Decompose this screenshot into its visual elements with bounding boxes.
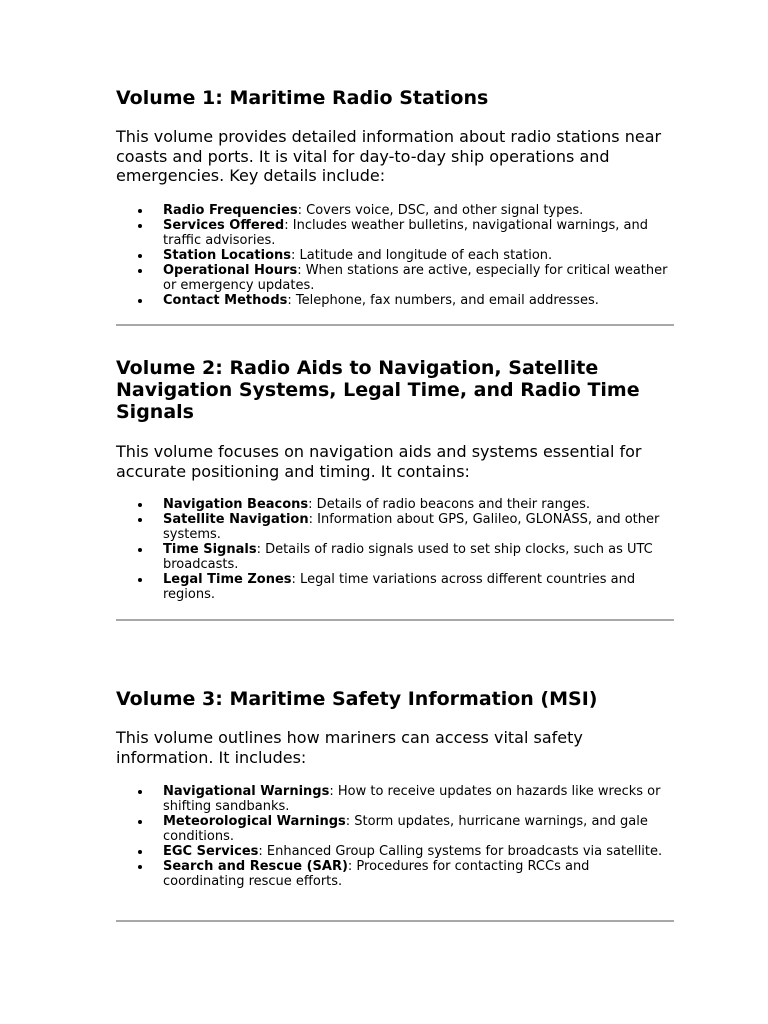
- list-item-term: Radio Frequencies: [163, 203, 298, 218]
- list-item: [116, 497, 674, 512]
- list-item-text: : How to receive updates on hazards like wrecks or shifting sandbanks.: [163, 784, 661, 814]
- list-item: [116, 814, 674, 844]
- list-item: [116, 859, 674, 889]
- list-item: [116, 263, 674, 293]
- list-item-term: Meteorological Warnings: [163, 814, 346, 829]
- section-divider: [116, 619, 674, 621]
- list-item-text: : Includes weather bulletins, navigational warnings, and traffic advisories.: [163, 218, 648, 248]
- list-item-text: : Procedures for contacting RCCs and coordinating rescue efforts.: [163, 859, 590, 889]
- list-item-term: Satellite Navigation: [163, 512, 309, 527]
- list-item-term: Operational Hours: [163, 263, 298, 278]
- list-item-text: : Latitude and longitude of each station.: [291, 248, 553, 263]
- list-item-text: : Storm updates, hurricane warnings, and gale conditions.: [163, 814, 648, 844]
- list-item-term: Contact Methods: [163, 293, 288, 308]
- bullet-list: [116, 784, 674, 889]
- section-title: Volume 3: Maritime Safety Information (MSI): [116, 688, 598, 710]
- list-item-text: : When stations are active, especially for critical weather or emergency updates.: [163, 263, 668, 293]
- list-item: [116, 784, 674, 814]
- section-title: Volume 2: Radio Aids to Navigation, Satellite Navigation Systems, Legal Time, and Radio Time Signals: [116, 357, 640, 423]
- list-item-text: : Covers voice, DSC, and other signal types.: [297, 203, 584, 218]
- list-item: [116, 844, 674, 859]
- list-item-text: : Details of radio beacons and their ranges.: [308, 497, 590, 512]
- list-item-term: Legal Time Zones: [163, 572, 292, 587]
- list-item-term: Time Signals: [163, 542, 257, 557]
- section-divider: [116, 920, 674, 922]
- list-item: [116, 293, 674, 308]
- list-item-text: : Details of radio signals used to set ship clocks, such as UTC broadcasts.: [163, 542, 653, 572]
- list-item: [116, 218, 674, 248]
- bullet-list: [116, 497, 674, 602]
- list-item: [116, 512, 674, 542]
- list-item-term: Navigation Beacons: [163, 497, 309, 512]
- list-item-text: : Enhanced Group Calling systems for broadcasts via satellite.: [258, 844, 663, 859]
- bullet-list: [116, 203, 674, 308]
- list-item: [116, 572, 674, 602]
- list-item: [116, 203, 674, 218]
- list-item-text: : Information about GPS, Galileo, GLONASS, and other systems.: [163, 512, 660, 542]
- list-item-term: Navigational Warnings: [163, 784, 330, 799]
- section-title: Volume 1: Maritime Radio Stations: [116, 87, 489, 109]
- section-divider: [116, 324, 674, 326]
- list-item: [116, 248, 674, 263]
- section-intro: This volume focuses on navigation aids and systems essential for accurate positioning and timing. It contains:: [116, 442, 642, 481]
- section-intro: This volume provides detailed information about radio stations near coasts and ports. It is vital for day-to-day ship operations and emergencies. Key details include:: [116, 127, 662, 185]
- list-item-term: Services Offered: [163, 218, 285, 233]
- list-item-term: Search and Rescue (SAR): [163, 859, 348, 874]
- list-item-text: : Telephone, fax numbers, and email addresses.: [287, 293, 599, 308]
- section-intro: This volume outlines how mariners can access vital safety information. It includes:: [116, 728, 583, 767]
- list-item: [116, 542, 674, 572]
- list-item-term: EGC Services: [163, 844, 259, 859]
- list-item-text: : Legal time variations across different countries and regions.: [163, 572, 636, 602]
- list-item-term: Station Locations: [163, 248, 292, 263]
